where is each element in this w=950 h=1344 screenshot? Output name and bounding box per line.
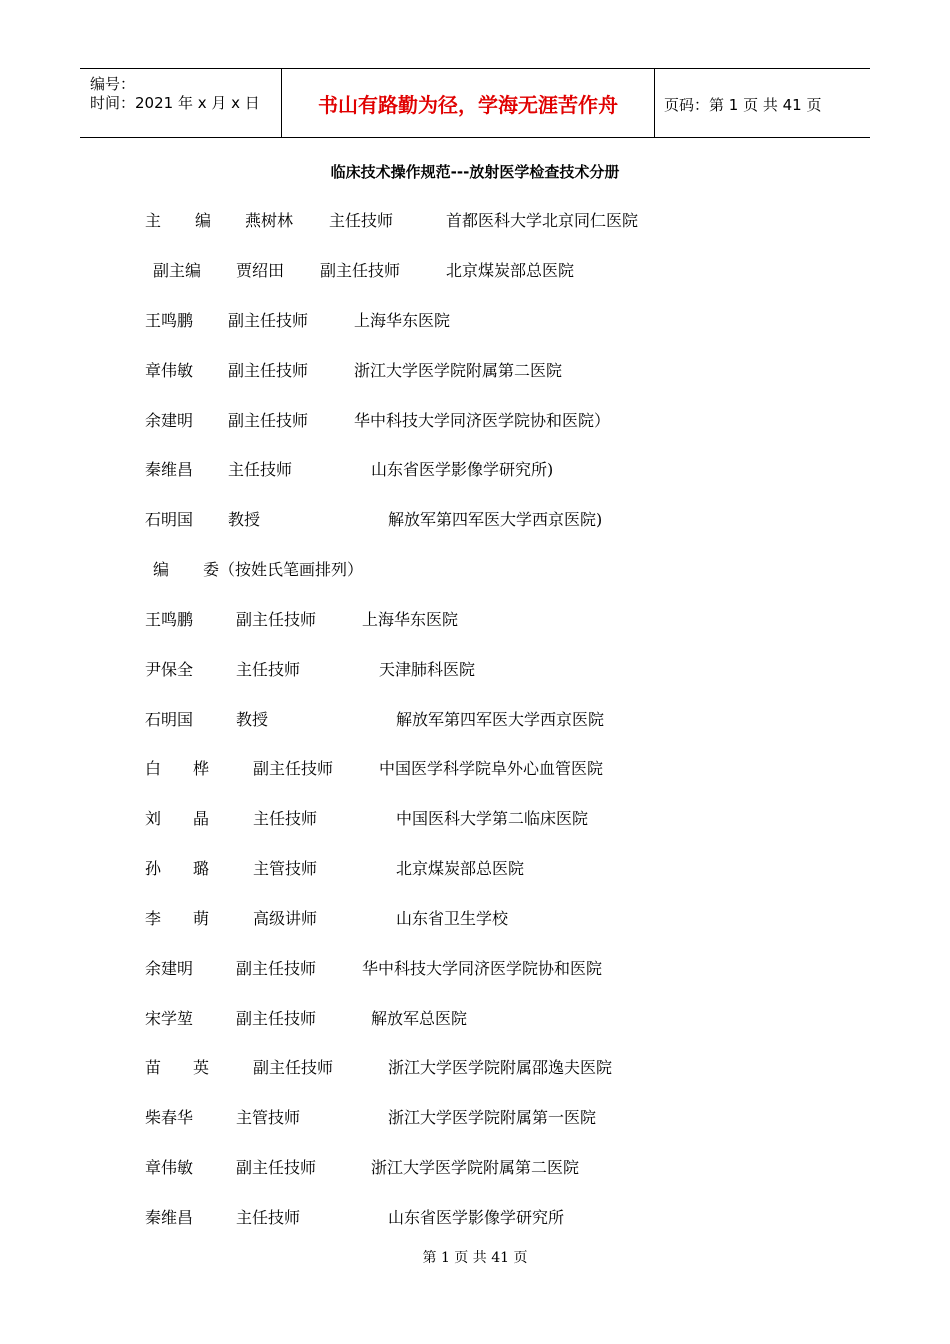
editor-title: 副主任技师: [228, 361, 309, 380]
member-name: 李 萌: [145, 909, 210, 928]
member-name: 柴春华: [145, 1108, 194, 1127]
role-label: 主: [145, 211, 162, 230]
page-label: 页码：第 1 页 共 41 页: [664, 96, 822, 114]
member-affiliation: 北京煤炭部总医院: [396, 859, 525, 878]
editor-affiliation: 首都医科大学北京同仁医院: [446, 211, 639, 230]
editor-affiliation: 解放军第四军医大学西京医院): [388, 510, 603, 529]
member-name: 余建明: [145, 959, 194, 978]
motto: 书山有路勤为径，学海无涯苦作舟: [318, 92, 618, 117]
member-name: 尹保全: [145, 660, 194, 679]
member-affiliation: 天津肺科医院: [379, 660, 476, 679]
editor-name: 章伟敏: [145, 361, 194, 380]
member-affiliation: 解放军第四军医大学西京医院: [396, 710, 605, 729]
member-affiliation: 解放军总医院: [371, 1009, 468, 1028]
member-name: 白 桦: [145, 759, 210, 778]
member-affiliation: 浙江大学医学院附属第一医院: [388, 1108, 597, 1127]
role-label: 编: [153, 560, 170, 579]
member-affiliation: 中国医科大学第二临床医院: [396, 809, 589, 828]
member-affiliation: 中国医学科学院阜外心血管医院: [379, 759, 604, 778]
editor-name: 贾绍田: [236, 261, 285, 280]
member-title: 主任技师: [236, 660, 301, 679]
member-affiliation: 山东省卫生学校: [396, 909, 509, 928]
member-name: 苗 英: [145, 1058, 210, 1077]
header-divider: [654, 69, 655, 137]
member-title: 副主任技师: [236, 959, 317, 978]
member-title: 主管技师: [236, 1108, 301, 1127]
editor-name: 王鸣鹏: [145, 311, 194, 330]
editor-name: 秦维昌: [145, 460, 194, 479]
member-name: 王鸣鹏: [145, 610, 194, 629]
editor-title: 副主任技师: [320, 261, 401, 280]
editor-name: 余建明: [145, 411, 194, 430]
member-name: 孙 璐: [145, 859, 210, 878]
editor-title: 教授: [228, 510, 261, 529]
editor-title: 副主任技师: [228, 311, 309, 330]
member-name: 秦维昌: [145, 1208, 194, 1227]
page-footer: 第 1 页 共 41 页: [422, 1250, 528, 1266]
editor-name: 燕树林: [245, 211, 294, 230]
editor-title: 主任技师: [329, 211, 394, 230]
member-title: 副主任技师: [236, 1009, 317, 1028]
editor-affiliation: 上海华东医院: [354, 311, 451, 330]
editor-title: 主任技师: [228, 460, 293, 479]
member-affiliation: 山东省医学影像学研究所: [388, 1208, 565, 1227]
member-title: 副主任技师: [253, 1058, 334, 1077]
member-name: 宋学堃: [145, 1009, 194, 1028]
editor-name: 石明国: [145, 510, 194, 529]
time-label: 时间：2021 年 x 月 x 日: [90, 94, 260, 112]
member-title: 主任技师: [236, 1208, 301, 1227]
member-title: 主任技师: [253, 809, 318, 828]
member-title: 副主任技师: [236, 610, 317, 629]
document-title: 临床技术操作规范---放射医学检查技术分册: [330, 163, 620, 181]
member-affiliation: 华中科技大学同济医学院协和医院: [362, 959, 603, 978]
member-name: 石明国: [145, 710, 194, 729]
number-label: 编号：: [90, 75, 136, 93]
role-label: 编: [195, 211, 212, 230]
member-affiliation: 浙江大学医学院附属邵逸夫医院: [388, 1058, 613, 1077]
editor-affiliation: 北京煤炭部总医院: [446, 261, 575, 280]
member-name: 章伟敏: [145, 1158, 194, 1177]
role-label: 副主编: [153, 261, 202, 280]
editor-affiliation: 浙江大学医学院附属第二医院: [354, 361, 563, 380]
member-name: 刘 晶: [145, 809, 210, 828]
member-title: 教授: [236, 710, 269, 729]
role-label: 委（按姓氏笔画排列）: [203, 560, 364, 579]
member-title: 主管技师: [253, 859, 318, 878]
member-affiliation: 上海华东医院: [362, 610, 459, 629]
header-table: [80, 68, 870, 138]
editor-affiliation: 山东省医学影像学研究所): [371, 460, 554, 479]
member-title: 副主任技师: [253, 759, 334, 778]
editor-title: 副主任技师: [228, 411, 309, 430]
editor-affiliation: 华中科技大学同济医学院协和医院）: [354, 411, 611, 430]
member-title: 高级讲师: [253, 909, 318, 928]
member-title: 副主任技师: [236, 1158, 317, 1177]
member-affiliation: 浙江大学医学院附属第二医院: [371, 1158, 580, 1177]
